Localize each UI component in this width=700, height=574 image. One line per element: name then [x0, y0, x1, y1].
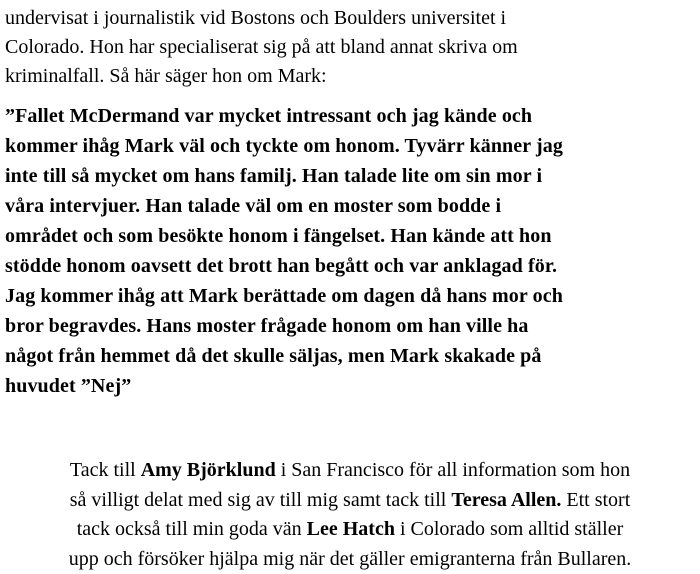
person-name: Lee Hatch	[307, 518, 395, 540]
intro-line: undervisat i journalistik vid Bostons och Boulders universitet i	[5, 4, 695, 33]
thanks-line	[0, 456, 700, 486]
intro-paragraph	[5, 4, 695, 91]
thanks-text: Tack till	[70, 459, 141, 481]
quote-line: något från hemmet då det skulle säljas, men Mark skakade på	[5, 341, 695, 371]
thanks-text: Ett stort	[561, 489, 630, 511]
quote-line: kommer ihåg Mark väl och tyckte om honom. Tyvärr känner jag	[5, 131, 695, 161]
thanks-line	[0, 486, 700, 516]
intro-line: kriminalfall. Så här säger hon om Mark:	[5, 62, 695, 91]
quote-line: inte till så mycket om hans familj. Han talade lite om sin mor i	[5, 161, 695, 191]
quote-line: Jag kommer ihåg att Mark berättade om dagen då hans mor och	[5, 281, 695, 311]
thanks-text: i Colorado som alltid ställer	[395, 518, 623, 540]
thanks-text: så villigt delat med sig av till mig samt tack till	[70, 489, 452, 511]
quote-line: ”Fallet McDermand var mycket intressant och jag kände och	[5, 101, 695, 131]
acknowledgements-paragraph	[0, 456, 700, 574]
person-name: Teresa Allen.	[451, 489, 561, 511]
thanks-line: upp och försöker hjälpa mig när det gäller emigranterna från Bullaren.	[0, 545, 700, 574]
quote-line: bror begravdes. Hans moster frågade honom om han ville ha	[5, 311, 695, 341]
person-name: Amy Björklund	[141, 459, 276, 481]
quote-paragraph	[5, 101, 695, 401]
thanks-text: i San Francisco för all information som hon	[276, 459, 630, 481]
thanks-line	[0, 515, 700, 545]
quote-line: stödde honom oavsett det brott han begått och var anklagad för.	[5, 251, 695, 281]
quote-line: huvudet ”Nej”	[5, 371, 695, 401]
quote-line: området och som besökte honom i fängelset. Han kände att hon	[5, 221, 695, 251]
quote-line: våra intervjuer. Han talade väl om en moster som bodde i	[5, 191, 695, 221]
thanks-text: tack också till min goda vän	[77, 518, 307, 540]
intro-line: Colorado. Hon har specialiserat sig på att bland annat skriva om	[5, 33, 695, 62]
